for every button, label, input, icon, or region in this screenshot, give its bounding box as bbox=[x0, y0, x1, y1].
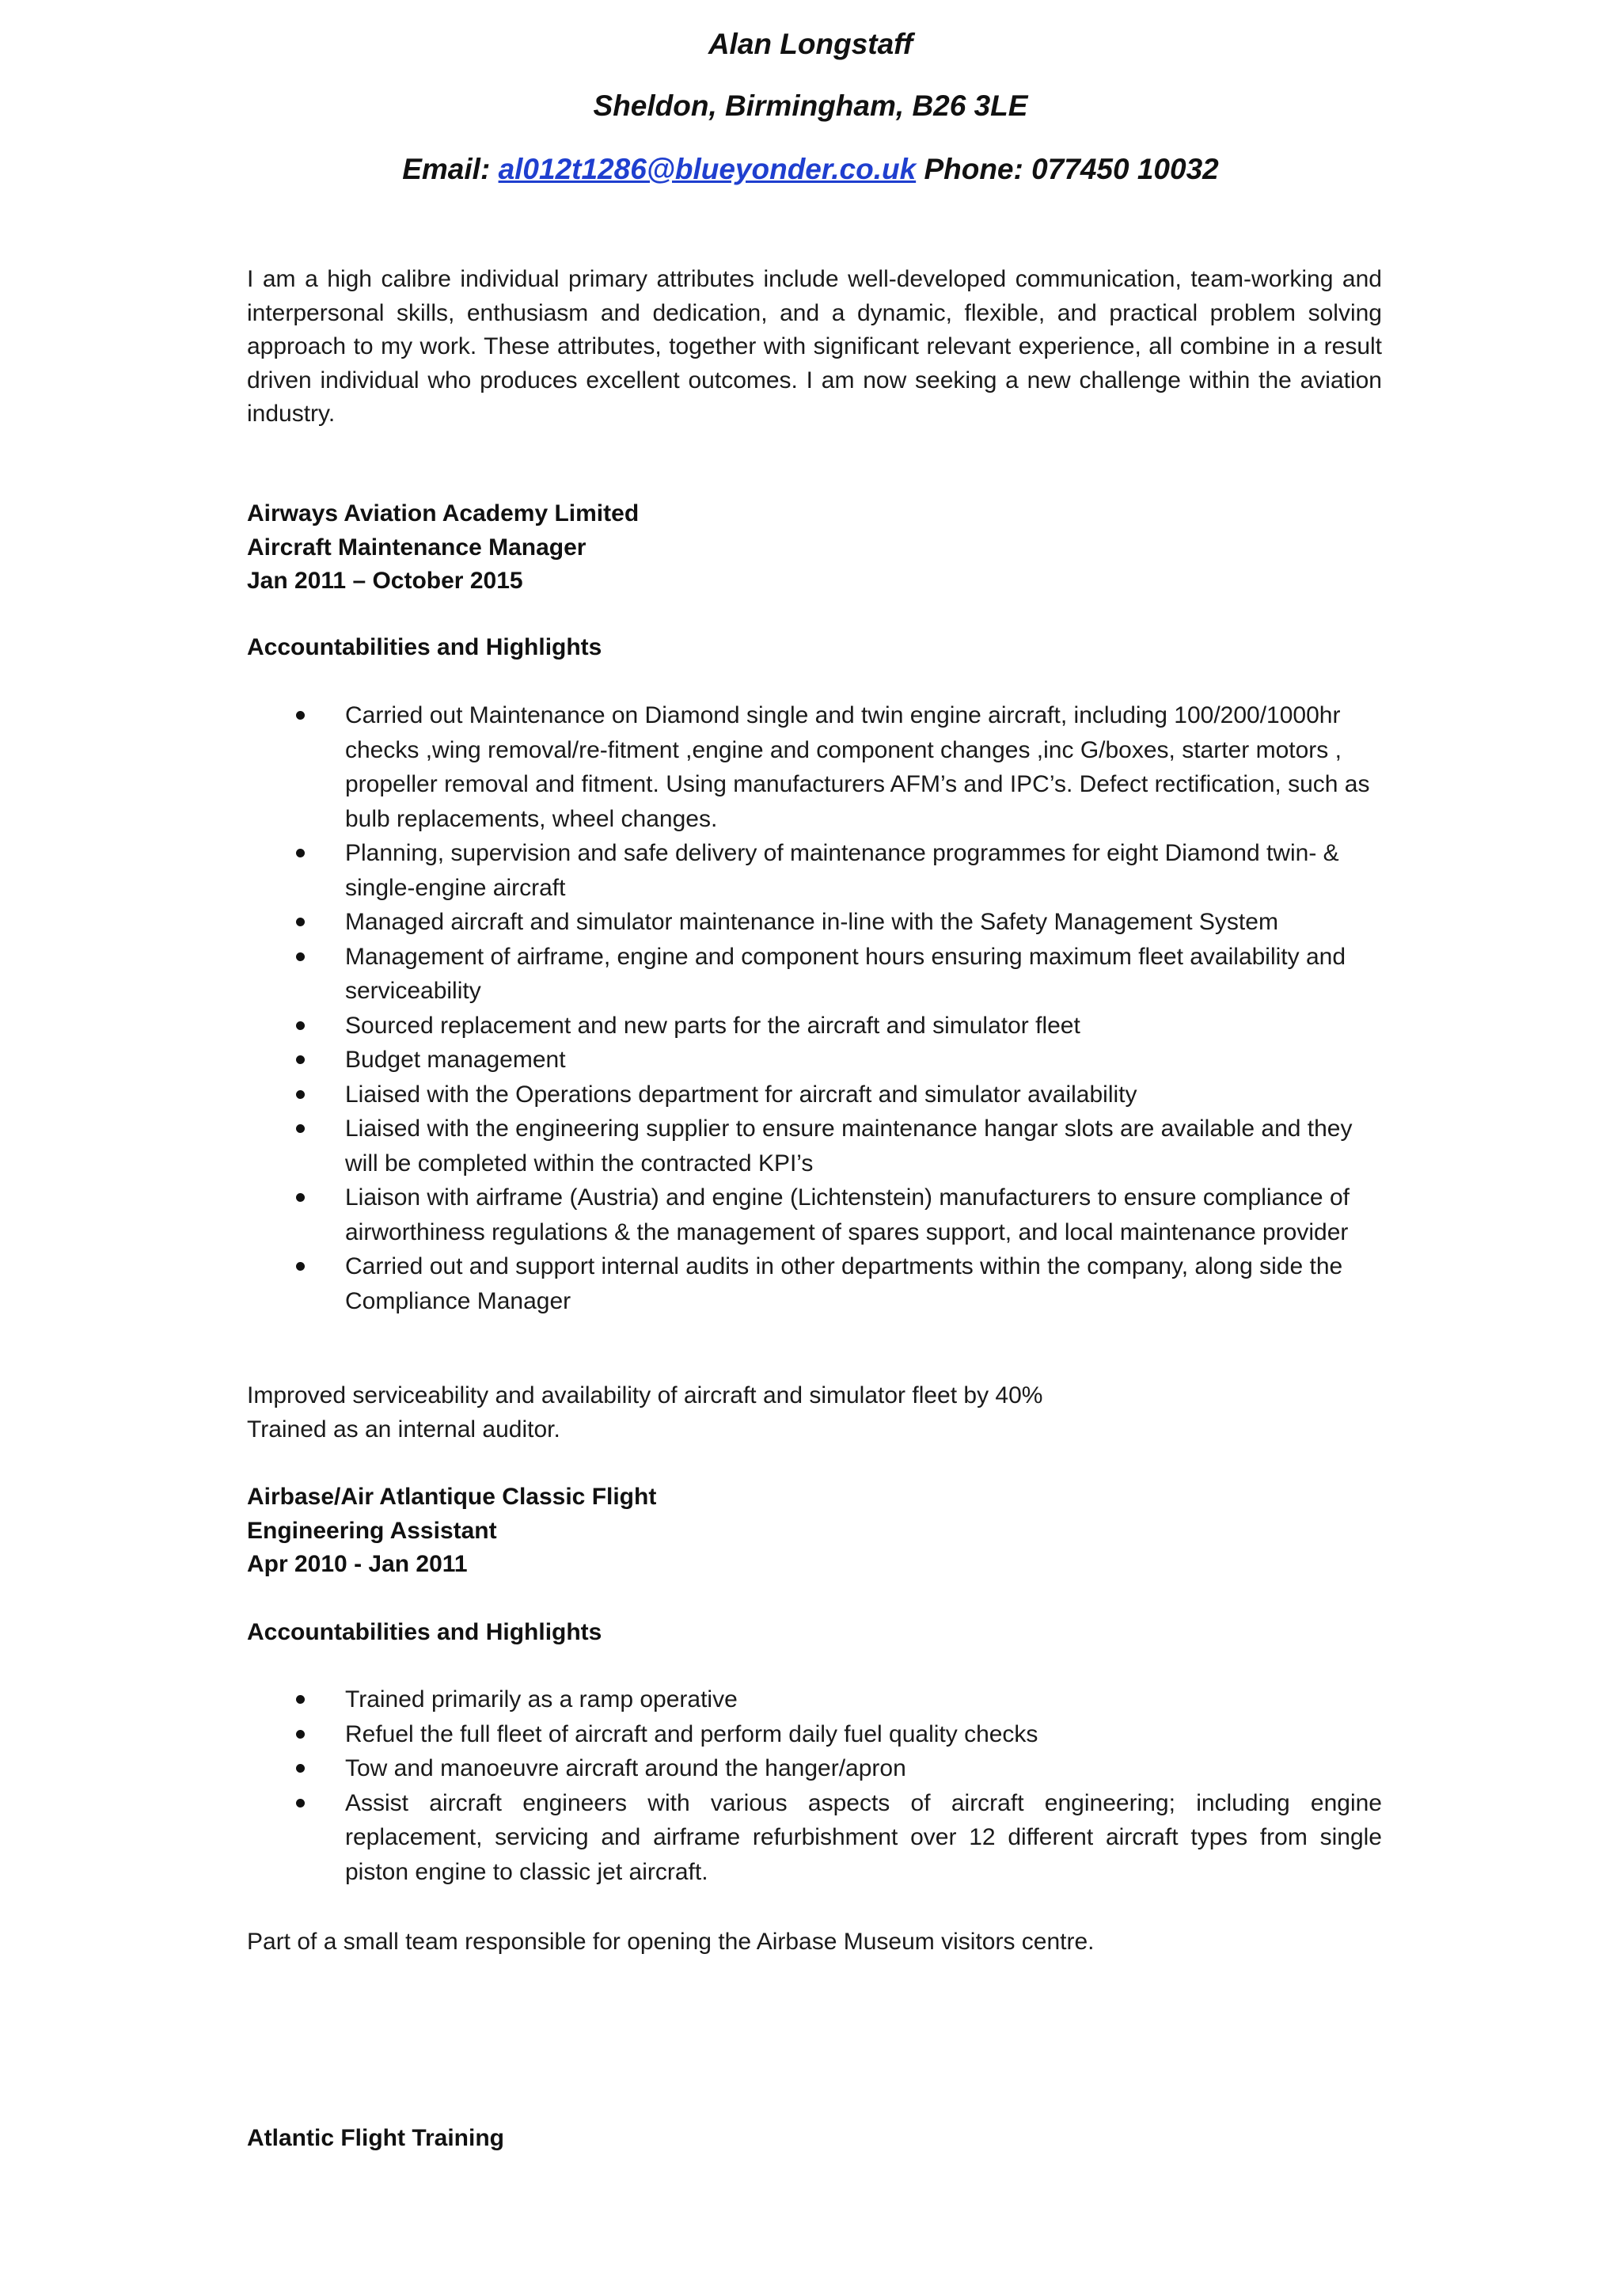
list-item: Budget management bbox=[247, 1043, 1382, 1078]
profile-summary: I am a high calibre individual primary attributes include well-developed communication, team-working and interpersonal skills, enthusiasm and dedication, and a dynamic, flexible, and practical problem solving approach to my work. These attributes, together with significant relevant experience, all combine in a result driven individual who produces excellent outcomes. I am now seeking a new challenge within the aviation industry. bbox=[247, 266, 1382, 427]
bullet-dot-icon bbox=[296, 1695, 305, 1704]
job-1-bullet-list bbox=[247, 698, 1382, 1318]
list-item: Sourced replacement and new parts for the aircraft and simulator fleet bbox=[247, 1009, 1382, 1043]
list-item: Carried out and support internal audits in other departments within the company, along side the Compliance Manager bbox=[247, 1249, 1382, 1318]
list-item: Liaised with the engineering supplier to ensure maintenance hangar slots are available and they will be completed within the contracted KPI’s bbox=[247, 1112, 1382, 1180]
job-1-section-heading: Accountabilities and Highlights bbox=[247, 634, 602, 660]
list-item: Carried out Maintenance on Diamond single and twin engine aircraft, including 100/200/1000hr checks ,wing removal/re-fitment ,engine and component changes ,inc G/boxes, starter motors , propeller removal and fitment. Using manufacturers AFM’s and IPC’s. Defect rectification, such as bulb replacements, wheel changes. bbox=[247, 698, 1382, 836]
candidate-address: Sheldon, Birmingham, B26 3LE bbox=[593, 89, 1028, 122]
list-item: Refuel the full fleet of aircraft and perform daily fuel quality checks bbox=[247, 1717, 1382, 1752]
contact-line bbox=[0, 152, 1621, 187]
bullet-dot-icon bbox=[296, 918, 305, 926]
job-2-title: Engineering Assistant bbox=[247, 1518, 497, 1544]
job-2-section-heading: Accountabilities and Highlights bbox=[247, 1619, 602, 1645]
job-1-achievement-1: Improved serviceability and availability of aircraft and simulator fleet by 40% bbox=[247, 1382, 1043, 1408]
list-item: Tow and manoeuvre aircraft around the hanger/apron bbox=[247, 1751, 1382, 1786]
list-item: Management of airframe, engine and component hours ensuring maximum fleet availability and serviceability bbox=[247, 940, 1382, 1009]
bullet-dot-icon bbox=[296, 1193, 305, 1202]
job-2-dates: Apr 2010 - Jan 2011 bbox=[247, 1551, 468, 1577]
job-2-company: Airbase/Air Atlantique Classic Flight bbox=[247, 1484, 657, 1510]
job-3-company: Atlantic Flight Training bbox=[247, 2125, 504, 2151]
phone-number: 077450 10032 bbox=[1031, 153, 1219, 185]
email-link[interactable]: al012t1286@blueyonder.co.uk bbox=[498, 153, 917, 185]
job-1-company: Airways Aviation Academy Limited bbox=[247, 500, 640, 526]
list-item: Assist aircraft engineers with various aspects of aircraft engineering; including engine replacement, servicing and airframe refurbishment over 12 different aircraft types from single piston engine to classic jet aircraft. bbox=[247, 1786, 1382, 1890]
list-item: Planning, supervision and safe delivery of maintenance programmes for eight Diamond twin- & single-engine aircraft bbox=[247, 836, 1382, 905]
bullet-dot-icon bbox=[296, 952, 305, 961]
job-1-achievement-2: Trained as an internal auditor. bbox=[247, 1416, 560, 1443]
job-2-bullet-list bbox=[247, 1682, 1382, 1889]
list-item: Managed aircraft and simulator maintenance in-line with the Safety Management System bbox=[247, 905, 1382, 940]
list-item: Trained primarily as a ramp operative bbox=[247, 1682, 1382, 1717]
bullet-dot-icon bbox=[296, 1021, 305, 1030]
bullet-dot-icon bbox=[296, 1055, 305, 1064]
bullet-dot-icon bbox=[296, 849, 305, 857]
bullet-dot-icon bbox=[296, 1124, 305, 1133]
job-2-achievement-1: Part of a small team responsible for opening the Airbase Museum visitors centre. bbox=[247, 1929, 1095, 1955]
bullet-dot-icon bbox=[296, 1262, 305, 1271]
bullet-dot-icon bbox=[296, 1799, 305, 1808]
list-item: Liaison with airframe (Austria) and engine (Lichtenstein) manufacturers to ensure compliance of airworthiness regulations & the management of spares support, and local maintenance provider bbox=[247, 1180, 1382, 1249]
bullet-dot-icon bbox=[296, 1764, 305, 1773]
bullet-dot-icon bbox=[296, 711, 305, 720]
candidate-name: Alan Longstaff bbox=[708, 28, 913, 60]
job-1-dates: Jan 2011 – October 2015 bbox=[247, 568, 523, 594]
bullet-dot-icon bbox=[296, 1090, 305, 1099]
list-item: Liaised with the Operations department for aircraft and simulator availability bbox=[247, 1078, 1382, 1112]
email-label: Email: bbox=[402, 153, 491, 185]
bullet-dot-icon bbox=[296, 1730, 305, 1739]
job-1-title: Aircraft Maintenance Manager bbox=[247, 534, 587, 561]
phone-label: Phone: bbox=[924, 153, 1023, 185]
